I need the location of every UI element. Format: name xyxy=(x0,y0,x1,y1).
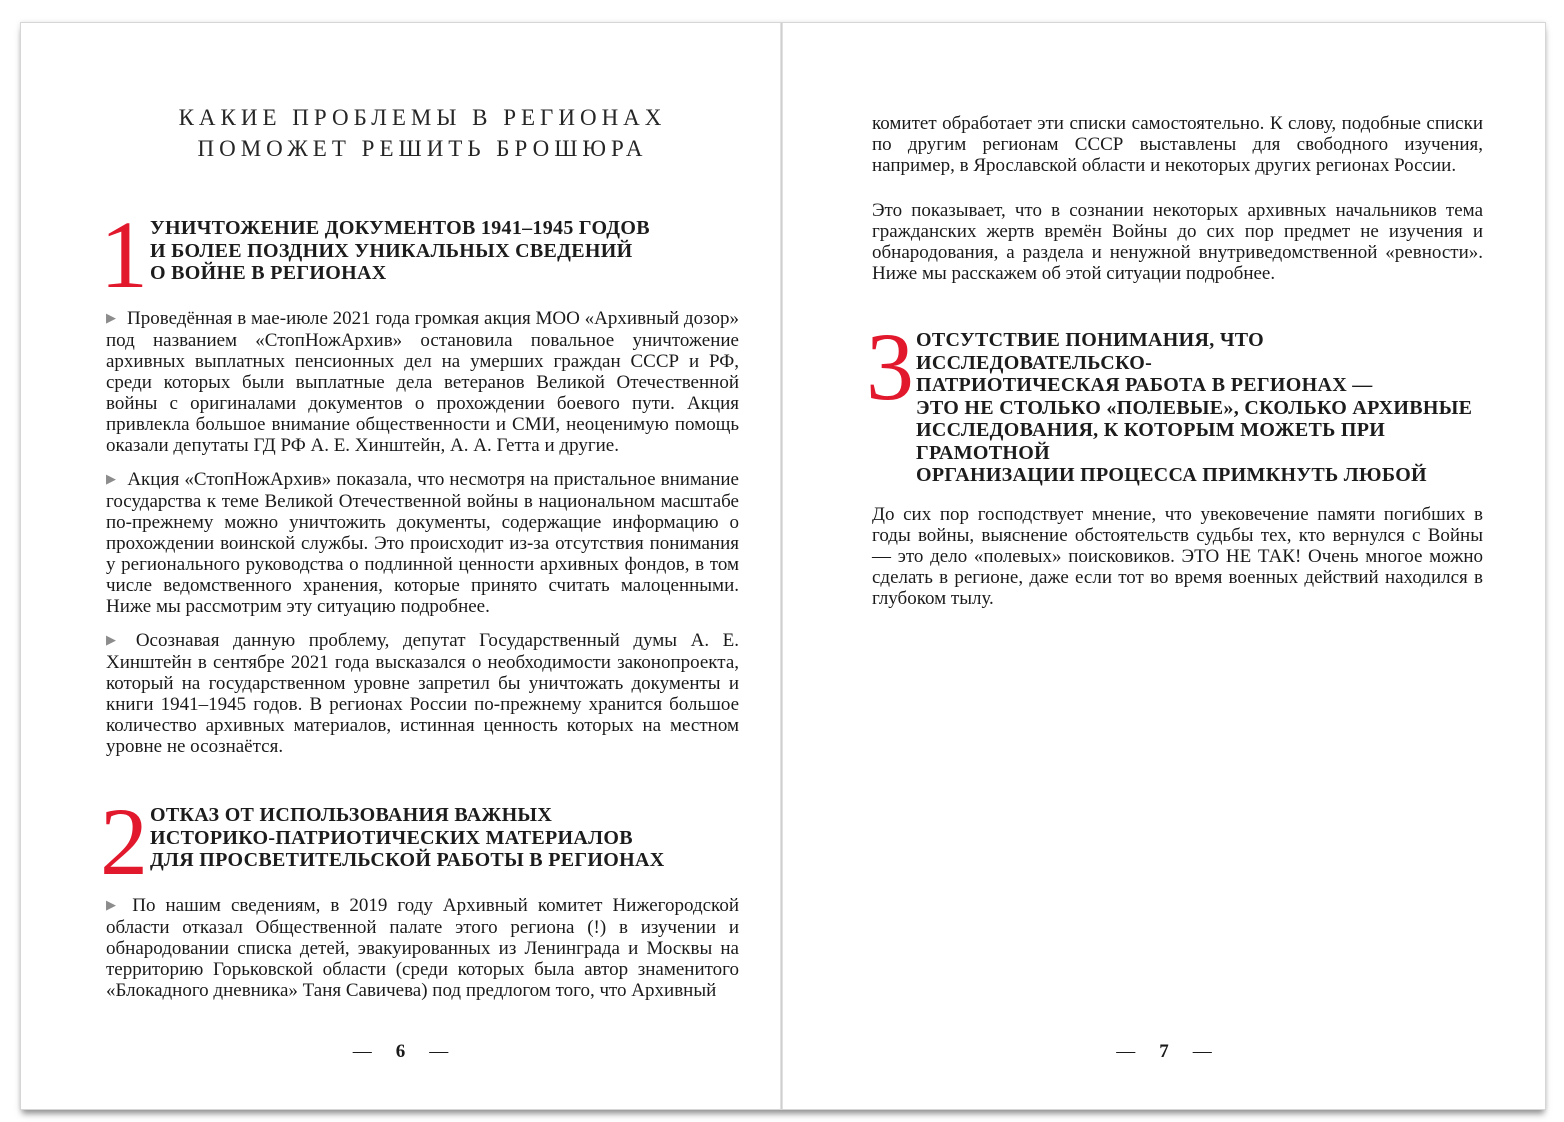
paragraph-text: Акция «СтопНожАрхив» показала, что несмотря на пристальное внимание государства к теме Великой Отечественной войны в национальном масштабе по-прежнему можно уничтожить документы, содержащие информацию о прохождении воинской службы. Это происходит из-за отсутствия понимания у регионального руководства о подлинной ценности архивных фондов, в том числе ведомственного хранения, которые принято считать малоценными. Ниже мы рассмотрим эту ситуацию подробнее. xyxy=(106,469,739,617)
section-3-heading xyxy=(916,328,1483,487)
page-number-footer-right xyxy=(783,1041,1545,1062)
section-1-heading xyxy=(150,216,650,285)
paragraph-text: Проведённая в мае-июле 2021 года громкая акция МОО «Архивный дозор» под названием «СтопНожАрхив» остановила повальное уничтожение архивных выплатных пенсионных дел на умерших граждан СССР и РФ, среди которых были выплатные дела ветеранов Великой Отечественной войны с оригиналами документов о прохождении боевого пути. Акция привлекла большое внимание общественности и СМИ, неоценимую помощь оказали депутаты ГД РФ А. Е. Хинштейн, А. А. Гетта и другие. xyxy=(106,308,739,456)
paragraph xyxy=(106,895,739,1001)
section-1-heading-line3: О ВОЙНЕ В РЕГИОНАХ xyxy=(150,262,387,284)
section-1 xyxy=(100,201,739,308)
section-3-heading-line2: ПАТРИОТИЧЕСКАЯ РАБОТА В РЕГИОНАХ — xyxy=(916,374,1373,396)
book-spread xyxy=(20,22,1546,1110)
section-2-number: 2 xyxy=(100,788,148,895)
paragraph xyxy=(872,504,1483,609)
section-1-heading-line1: УНИЧТОЖЕНИЕ ДОКУМЕНТОВ 1941–1945 ГОДОВ xyxy=(150,217,650,239)
page-title-line2: ПОМОЖЕТ РЕШИТЬ БРОШЮРА xyxy=(197,136,648,161)
section-3-number: 3 xyxy=(866,313,914,420)
paragraph-text: Осознавая данную проблему, депутат Государственный думы А. Е. Хинштейн в сентябре 2021 года высказался о необходимости законопроекта, который на государственном уровне запретил бы уничтожать документы и книги 1941–1945 годов. В регионах России по-прежнему хранится большое количество архивных материалов, истинная ценность которых на местном уровне не осознаётся. xyxy=(106,630,740,757)
section-2-heading xyxy=(150,803,665,872)
page-number-footer-left xyxy=(21,1041,780,1062)
left-page xyxy=(21,23,780,1109)
footer-dash: — xyxy=(1116,1041,1136,1062)
section-2 xyxy=(100,788,739,895)
paragraph-text: комитет обработает эти списки самостоятельно. К слову, подобные списки по другим регионам СССР выставлены для свободного изучения, например, в Ярославской области и некоторых других регионах России. xyxy=(872,113,1483,176)
page-title xyxy=(106,102,739,164)
footer-dash: — xyxy=(429,1041,449,1062)
section-3 xyxy=(866,313,1483,487)
right-page xyxy=(783,23,1545,1109)
paragraph xyxy=(106,630,739,757)
section-3-heading-line4: ИССЛЕДОВАНИЯ, К КОТОРЫМ МОЖЕТЬ ПРИ ГРАМОТНОЙ xyxy=(916,419,1386,464)
bullet-triangle-icon: ▶ xyxy=(106,897,122,912)
bullet-triangle-icon: ▶ xyxy=(106,310,117,325)
paragraph xyxy=(872,200,1483,284)
paragraph-text: До сих пор господствует мнение, что увековечение памяти погибших в годы войны, выяснение обстоятельств судьбы тех, кто вернулся с Войны — это дело «полевых» поисковиков. ЭТО НЕ ТАК! Очень многое можно сделать в регионе, даже если тот во время военных действий находился в глубоком тылу. xyxy=(872,503,1483,609)
footer-dash: — xyxy=(1192,1041,1212,1062)
section-1-number: 1 xyxy=(100,201,148,308)
section-2-heading-line2: ИСТОРИКО-ПАТРИОТИЧЕСКИХ МАТЕРИАЛОВ xyxy=(150,826,633,849)
paragraph xyxy=(106,469,739,617)
section-2-heading-line1: ОТКАЗ ОТ ИСПОЛЬЗОВАНИЯ ВАЖНЫХ xyxy=(150,804,553,826)
bullet-triangle-icon: ▶ xyxy=(106,632,125,647)
footer-dash: — xyxy=(352,1041,372,1062)
page-title-line1: КАКИЕ ПРОБЛЕМЫ В РЕГИОНАХ xyxy=(178,105,667,130)
paragraph-text: Это показывает, что в сознании некоторых архивных начальников тема гражданских жертв времён Войны до сих пор предмет не изучения и обнародования, а раздела и ненужной внутриведомственной «ревности». Ниже мы расскажем об этой ситуации подробнее. xyxy=(872,200,1483,284)
section-3-heading-line1: ОТСУТСТВИЕ ПОНИМАНИЯ, ЧТО ИССЛЕДОВАТЕЛЬСКО- xyxy=(916,329,1265,374)
section-1-heading-line2: И БОЛЕЕ ПОЗДНИХ УНИКАЛЬНЫХ СВЕДЕНИЙ xyxy=(150,239,633,262)
paragraph xyxy=(872,113,1483,176)
section-3-heading-line5: ОРГАНИЗАЦИИ ПРОЦЕССА ПРИМКНУТЬ ЛЮБОЙ xyxy=(916,464,1427,486)
page-number: 7 xyxy=(1159,1041,1169,1062)
paragraph-text: По нашим сведениям, в 2019 году Архивный комитет Нижегородской области отказал Общественной палате этого региона (!) в изучении и обнародовании списка детей, эвакуированных из Ленинграда и Москвы на территорию Горьковской области (среди которых была автор знаменитого «Блокадного дневника» Таня Савичева) под предлогом того, что Архивный xyxy=(106,895,739,1001)
page-number: 6 xyxy=(395,1041,406,1062)
section-2-heading-line3: ДЛЯ ПРОСВЕТИТЕЛЬСКОЙ РАБОТЫ В РЕГИОНАХ xyxy=(150,849,665,871)
bullet-triangle-icon: ▶ xyxy=(106,471,117,486)
paragraph xyxy=(106,308,739,456)
section-3-heading-line3: ЭТО НЕ СТОЛЬКО «ПОЛЕВЫЕ», СКОЛЬКО АРХИВНЫЕ xyxy=(916,396,1473,419)
